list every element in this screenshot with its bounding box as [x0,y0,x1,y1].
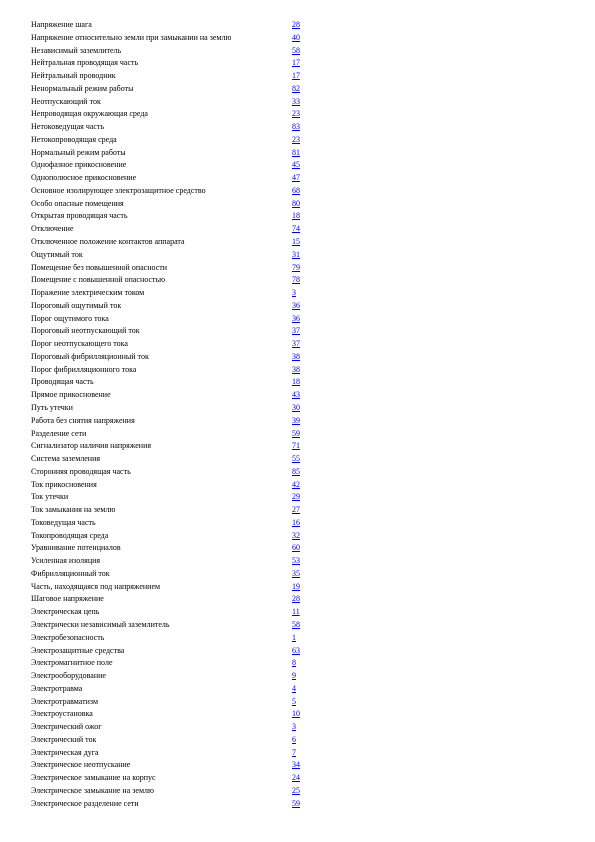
index-term: Нейтральная проводящая часть [31,58,139,68]
index-term: Проводящая часть [31,377,94,387]
index-term: Уравнивание потенциалов [31,543,121,553]
index-entry [31,83,306,96]
index-entry [31,517,306,530]
index-entry [31,619,306,632]
index-term: Напряжение относительно земли при замыкании на землю [31,32,232,42]
index-entry [31,593,306,606]
page-number-link[interactable]: 60 [292,543,300,553]
page-number-link[interactable]: 35 [292,568,300,578]
page-number-link[interactable]: 23 [292,134,300,144]
index-entry [31,262,306,275]
index-entry [31,785,306,798]
index-term: Нейтральный проводник [31,71,116,81]
index-entry [31,453,306,466]
index-entry [31,734,306,747]
index-entry [31,389,306,402]
index-term: Сигнализатор наличия напряжения [31,441,152,451]
index-term: Разделение сети [31,428,87,438]
index-term: Сторонняя проводящая часть [31,466,131,476]
index-entry [31,606,306,619]
page-number-link[interactable]: 55 [292,454,300,464]
index-term: Пороговый ощутимый ток [31,300,122,310]
index-entry [31,287,306,300]
page-number-link[interactable]: 11 [292,607,300,617]
page-number-link[interactable]: 27 [292,505,300,515]
page-number-link[interactable]: 8 [292,658,296,668]
page-number-link[interactable]: 19 [292,581,300,591]
page-number-link[interactable]: 58 [292,45,300,55]
index-term: Электротравма [31,683,83,693]
index-entry [31,440,306,453]
page-number-link[interactable]: 23 [292,109,300,119]
index-entry [31,313,306,326]
index-entry [31,96,306,109]
index-entry [31,542,306,555]
index-term: Прямое прикосновение [31,390,111,400]
index-term: Электроустановка [31,709,93,719]
index-term: Нетоковедущая часть [31,122,105,132]
page-number-link[interactable]: 58 [292,619,300,629]
index-entry [31,338,306,351]
index-term: Работа без снятия напряжения [31,415,135,425]
index-term: Усиленная изоляция [31,556,101,566]
page-number-link[interactable]: 25 [292,785,300,795]
index-term: Основное изолирующее электрозащитное средство [31,185,206,195]
index-entry [31,325,306,338]
index-term: Неотпускающий ток [31,96,101,106]
page-number-link[interactable]: 59 [292,798,300,808]
index-entry [31,57,306,70]
index-entry [31,696,306,709]
index-entry [31,300,306,313]
index-entry [31,223,306,236]
index-entry [31,402,306,415]
index-term: Электробезопасность [31,632,105,642]
index-term: Токоведущая часть [31,517,96,527]
page-number-link[interactable]: 16 [292,517,300,527]
index-term: Нетокопроводящая среда [31,134,117,144]
index-entry [31,683,306,696]
page-number-link[interactable]: 34 [292,760,300,770]
page-number-link[interactable]: 18 [292,211,300,221]
index-entry [31,504,306,517]
index-term: Ощутимый ток [31,249,83,259]
index-term: Отключенное положение контактов аппарата [31,237,185,247]
index-entry [31,351,306,364]
page-number-link[interactable]: 47 [292,173,300,183]
index-entry [31,428,306,441]
page-number-link[interactable]: 3 [292,288,296,298]
index-term: Ток прикосновения [31,479,97,489]
page-number-link[interactable]: 1 [292,632,296,642]
index-entry [31,530,306,543]
index-term: Электрическое замыкание на землю [31,785,154,795]
page-number-link[interactable]: 85 [292,466,300,476]
page-number-link[interactable]: 29 [292,492,300,502]
page-number-link[interactable]: 43 [292,390,300,400]
index-term: Независимый заземлитель [31,45,122,55]
page-number-link[interactable]: 53 [292,556,300,566]
page-number-link[interactable]: 17 [292,71,300,81]
page-number-link[interactable]: 9 [292,671,296,681]
index-term: Электрическое неотпускание [31,760,131,770]
index-term: Отключение [31,224,74,234]
page-number-link[interactable]: 83 [292,122,300,132]
index-entry [31,466,306,479]
index-term: Электрический ожог [31,722,102,732]
page-number-link[interactable]: 79 [292,262,300,272]
index-entry [31,236,306,249]
index-term: Напряжение шага [31,20,92,29]
index-term: Шаговое напряжение [31,594,104,604]
index-entry [31,632,306,645]
page-number-link[interactable]: 28 [292,594,300,604]
index-entry [31,274,306,287]
page-number-link[interactable]: 78 [292,275,300,285]
index-term: Однофазное прикосновение [31,160,127,170]
page-number-link[interactable]: 36 [292,300,300,310]
index-entry [31,108,306,121]
index-term: Порог неотпускающего тока [31,339,128,349]
index-term: Электрооборудование [31,671,106,681]
page-number-link[interactable]: 38 [292,364,300,374]
page-number-link[interactable]: 81 [292,147,300,157]
index-entry [31,491,306,504]
page-number-link[interactable]: 80 [292,198,300,208]
page-number-link[interactable]: 4 [292,683,296,693]
index-term: Токопроводящая среда [31,530,109,540]
index-term: Электромагнитное поле [31,658,113,668]
page-number-link[interactable]: 17 [292,58,300,68]
page-number-link[interactable]: 30 [292,402,300,412]
page-number-link[interactable]: 5 [292,696,296,706]
index-term: Однополюсное прикосновение [31,173,137,183]
index-term: Пороговый неотпускающий ток [31,326,140,336]
index-term: Пороговый фибрилляционный ток [31,351,149,361]
index-term: Электротравматизм [31,696,99,706]
index-entry [31,249,306,262]
index-entry [31,708,306,721]
page-number-link[interactable]: 28 [292,20,300,29]
index-entry [31,121,306,134]
index-term: Электрический ток [31,734,97,744]
index-term: Система заземления [31,454,101,464]
index-entry [31,32,306,45]
page-number-link[interactable]: 68 [292,185,300,195]
page-number-link[interactable]: 71 [292,441,300,451]
page-number-link[interactable]: 82 [292,83,300,93]
index-entry [31,657,306,670]
index-term: Особо опасные помещения [31,198,124,208]
index-entry [31,147,306,160]
page-number-link[interactable]: 36 [292,313,300,323]
index-entry [31,670,306,683]
index-term: Электрозащитные средства [31,645,125,655]
page-number-link[interactable]: 39 [292,415,300,425]
page-number-link[interactable]: 31 [292,249,300,259]
page-number-link[interactable]: 24 [292,773,300,783]
page-number-link[interactable]: 7 [292,747,296,757]
page-number-link[interactable]: 37 [292,326,300,336]
index-entry [31,210,306,223]
index-term: Непроводящая окружающая среда [31,109,148,119]
index-term: Ток утечки [31,492,69,502]
index-entry [31,759,306,772]
index-entry [31,581,306,594]
index-entry [31,721,306,734]
index-term: Помещение с повышенной опасностью [31,275,166,285]
page-number-link[interactable]: 37 [292,339,300,349]
index-term: Электрическое разделение сети [31,798,139,808]
index-entry [31,364,306,377]
index-term: Фибрилляционный ток [31,568,110,578]
index-entry [31,798,306,811]
index-entry [31,185,306,198]
index-term: Порог ощутимого тока [31,313,109,323]
index-term: Электрическая дуга [31,747,99,757]
index-entry [31,134,306,147]
index-entry [31,159,306,172]
index-entry [31,479,306,492]
page-number-link[interactable]: 45 [292,160,300,170]
index-entry [31,19,306,32]
index-term: Ток замыкания на землю [31,505,116,515]
page-number-link[interactable]: 59 [292,428,300,438]
index-entry [31,70,306,83]
page-number-link[interactable]: 38 [292,351,300,361]
index-term: Часть, находящаяся под напряжением [31,581,161,591]
index-entry [31,415,306,428]
page-number-link[interactable]: 10 [292,709,300,719]
page-number-link[interactable]: 3 [292,722,296,732]
index-entry [31,568,306,581]
index-term: Порог фибрилляционного тока [31,364,137,374]
page-number-link[interactable]: 15 [292,237,300,247]
index-entry [31,772,306,785]
index-term: Помещение без повышенной опасности [31,262,168,272]
page-number-link[interactable]: 6 [292,734,296,744]
index-term: Электрически независимый заземлитель [31,619,170,629]
index-entry [31,645,306,658]
index-term: Электрическая цепь [31,607,100,617]
index-entry [31,172,306,185]
index-term: Поражение электрическим током [31,288,145,298]
term-index-list [31,19,306,810]
index-entry [31,45,306,58]
index-term: Путь утечки [31,402,73,412]
page-number-link[interactable]: 40 [292,32,300,42]
index-entry [31,555,306,568]
index-term: Ненормальный режим работы [31,83,134,93]
page-number-link[interactable]: 74 [292,224,300,234]
index-term: Открытая проводящая часть [31,211,128,221]
index-entry [31,198,306,211]
index-term: Нормальный режим работы [31,147,126,157]
page-number-link[interactable]: 18 [292,377,300,387]
index-entry [31,376,306,389]
index-entry [31,747,306,760]
page-number-link[interactable]: 33 [292,96,300,106]
page-number-link[interactable]: 63 [292,645,300,655]
index-term: Электрическое замыкание на корпус [31,773,156,783]
page-number-link[interactable]: 32 [292,530,300,540]
page-number-link[interactable]: 42 [292,479,300,489]
